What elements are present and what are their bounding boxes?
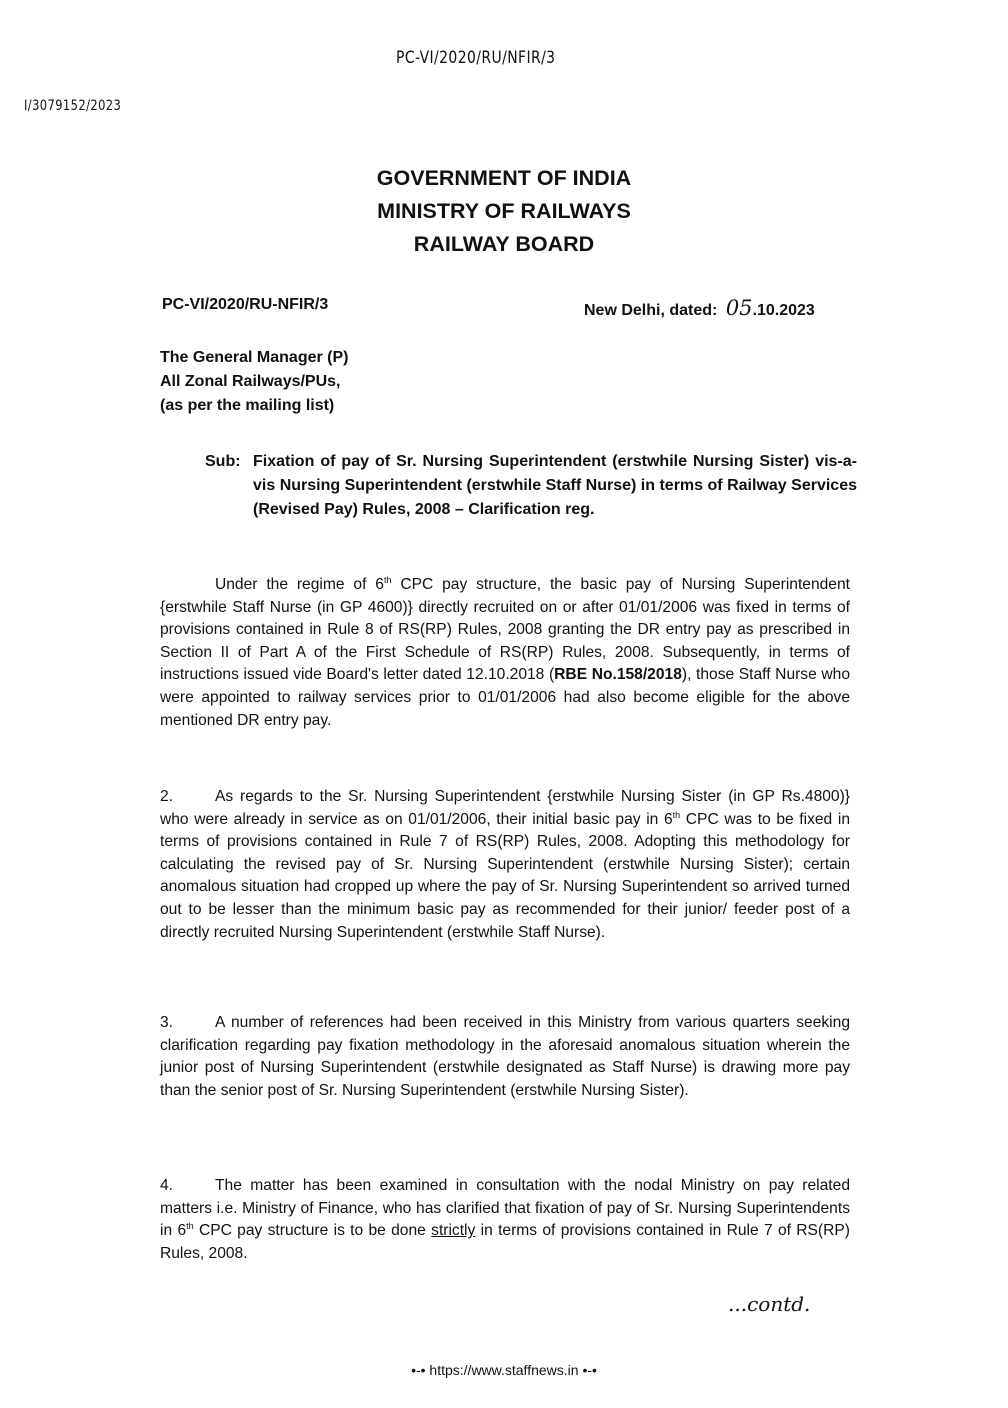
place-date (584, 296, 815, 320)
text: CPC pay structure is to be done (193, 1222, 432, 1240)
letterhead-ministry: MINISTRY OF RAILWAYS (377, 199, 631, 223)
paragraph-number: 2. (160, 788, 174, 805)
underlined-word: strictly (431, 1222, 476, 1240)
subject-text: Fixation of pay of Sr. Nursing Superintendent (erstwhile Nursing Sister) vis-a-vis Nursing Superintendent (erstwhile Staff Nurse) in terms of Railway Services (Revised Pay) Rules, 2008 – Clarification reg. (253, 453, 857, 518)
addressee-line: (as per the mailing list) (160, 397, 335, 414)
addressee-line: All Zonal Railways/PUs, (160, 373, 341, 390)
paragraph-number: 3. (160, 1014, 174, 1031)
paragraph-3 (160, 1012, 850, 1102)
superscript: th (186, 1221, 194, 1231)
superscript: th (383, 574, 392, 585)
addressee-line: The General Manager (P) (160, 349, 349, 366)
contd-handwritten: ...contd. (728, 1292, 811, 1316)
text: As regards to the Sr. Nursing Superintendent {erstwhile Nursing Sister (in GP Rs.4800)} who were already in service as on 01/01/2006, their initial basic pay in 6 (160, 788, 850, 828)
text: ), those Staff Nurse who were appointed to railway services prior to 01/01/2006 had also become eligible for the above mentioned DR entry pay. (160, 666, 850, 729)
text: The matter has been examined in consultation with the nodal Ministry on pay related matters i.e. Ministry of Finance, who has clarified that fixation of pay of Sr. Nursing Superintendents in 6 (160, 1177, 850, 1240)
paragraph-number: 4. (160, 1177, 174, 1194)
date-day-handwritten: 05 (725, 296, 753, 320)
file-number-stamp: PC-VI/2020/RU/NFIR/3 (396, 48, 556, 68)
footer-link[interactable]: •-• https://www.staffnews.in •-• (411, 1362, 597, 1378)
place-date-label: New Delhi, dated: (584, 302, 718, 319)
text: in terms of provisions contained in Rule 7 of RS(RP) Rules, 2008. (160, 1222, 850, 1262)
paragraph-1 (160, 574, 850, 732)
text: CPC pay structure, the basic pay of Nursing Superintendent {erstwhile Staff Nurse (in GP 4600)} directly recruited on or after 01/01/2006 was fixed in terms of provisions contained in Rule 8 of RS(RP) Rules, 2008 granting the DR entry pay as prescribed in Section II of Part A of the First Schedule of RS(RP) Rules, 2008. Subsequently, in terms of instructions issued vide Board's letter dated 12.10.2018 ( (160, 576, 850, 684)
letterhead (0, 162, 1008, 261)
letterhead-board: RAILWAY BOARD (413, 232, 595, 256)
text: CPC was to be fixed in terms of provisions contained in Rule 7 of RS(RP) Rules, 2008. Adopting this methodology for calculating the revised pay of Sr. Nursing Superintendent (erstwhile Nursing Sister); certain anomalous situation had cropped up where the pay of Sr. Nursing Superintendent so arrived turned out to be lesser than the minimum basic pay as recommended for their junior/ feeder post of a directly recruited Nursing Superintendent (erstwhile Staff Nurse). (160, 810, 850, 941)
subject (205, 450, 857, 522)
addressee (160, 346, 349, 418)
rbe-reference: RBE No.158/2018 (554, 666, 682, 684)
text: Under the regime of 6 (215, 576, 384, 593)
date-month-year: .10.2023 (752, 302, 815, 319)
receipt-number-stamp: I/3079152/2023 (24, 98, 122, 114)
subject-label: Sub: (205, 453, 241, 470)
text: A number of references had been received in this Ministry from various quarters seeking clarification regarding pay fixation methodology in the aforesaid anomalous situation wherein the junior post of Nursing Superintendent (erstwhile designated as Staff Nurse) is drawing more pay than the senior post of Sr. Nursing Superintendent (erstwhile Nursing Sister). (160, 1014, 850, 1099)
paragraph-2 (160, 786, 850, 944)
superscript: th (672, 809, 681, 820)
letterhead-government: GOVERNMENT OF INDIA (376, 166, 632, 190)
paragraph-4 (160, 1175, 850, 1265)
file-reference: PC-VI/2020/RU-NFIR/3 (162, 296, 329, 313)
